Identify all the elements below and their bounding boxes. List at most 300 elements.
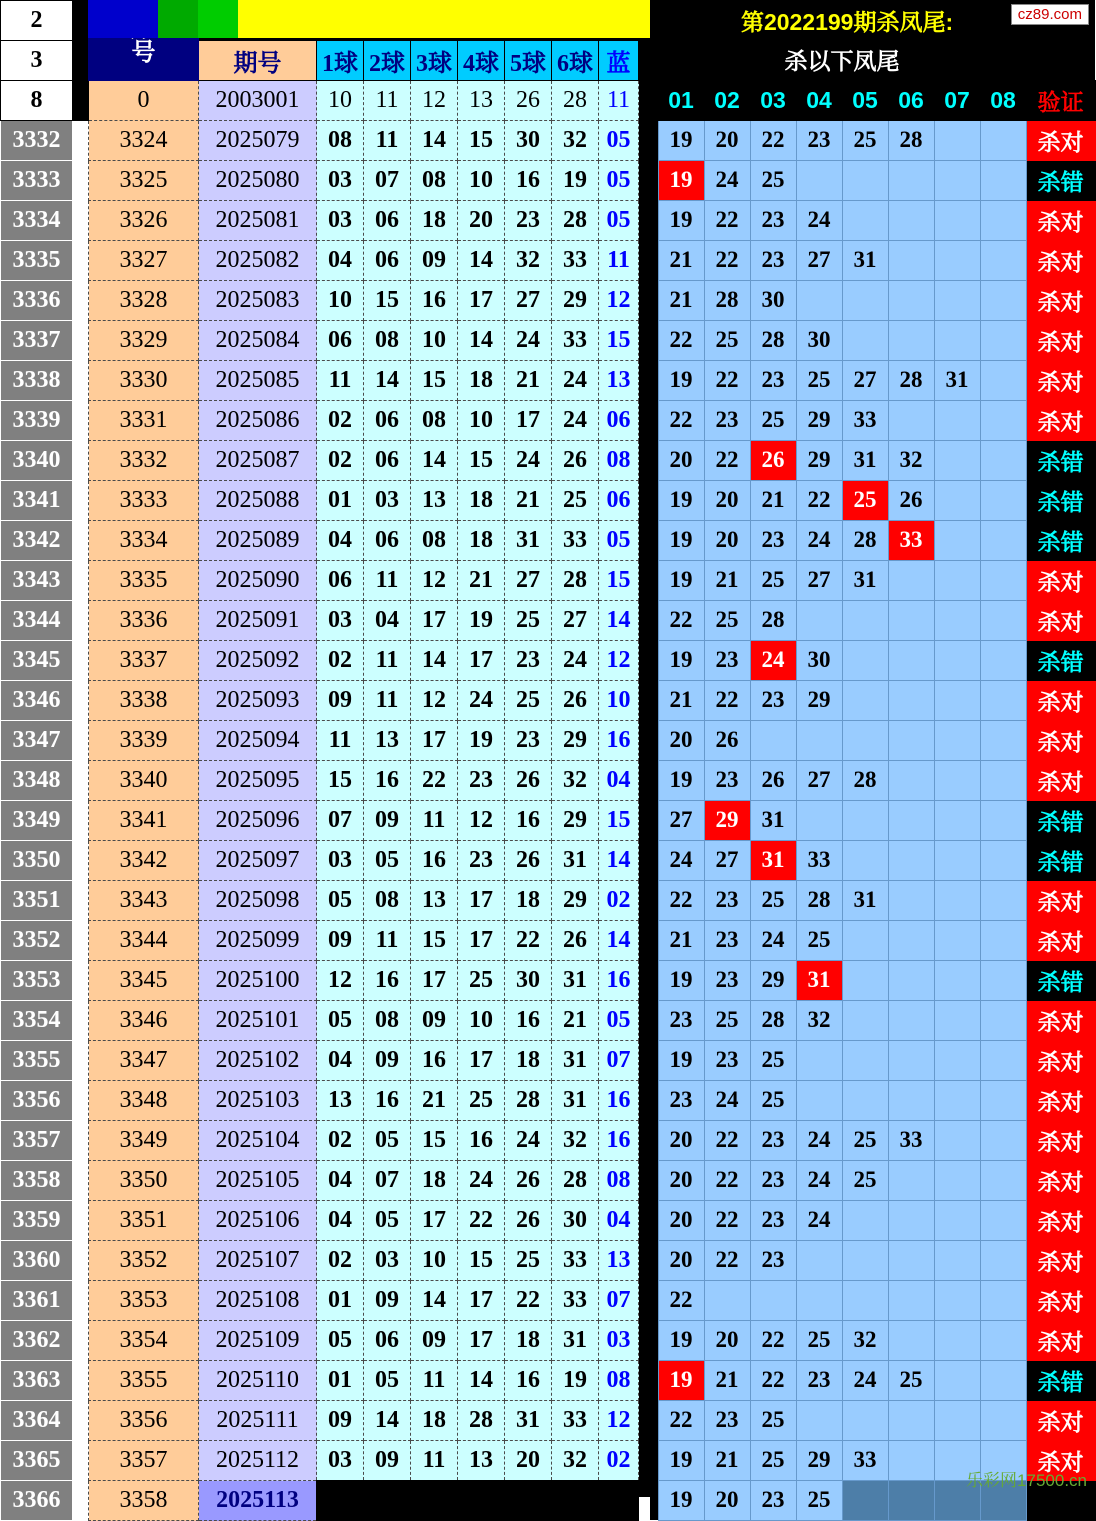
table-row[interactable] xyxy=(1,1281,639,1321)
row-ball-6: 26 xyxy=(552,441,599,481)
kill-number: 24 xyxy=(842,1360,888,1400)
row-qihao: 2025106 xyxy=(199,1201,317,1241)
kill-number xyxy=(934,520,980,560)
kill-row[interactable] xyxy=(650,720,1095,760)
kill-number: 29 xyxy=(796,440,842,480)
row-ball-3: 18 xyxy=(411,201,458,241)
kill-number xyxy=(934,1000,980,1040)
row-qihao: 2025101 xyxy=(199,1001,317,1041)
col-head-02: 02 xyxy=(704,80,750,120)
row-ball-4: 21 xyxy=(458,561,505,601)
kill-row[interactable] xyxy=(650,200,1095,240)
kill-number: 29 xyxy=(750,960,796,1000)
kill-row[interactable] xyxy=(650,520,1095,560)
row-seq: 3336 xyxy=(89,601,199,641)
table-row[interactable] xyxy=(1,961,639,1001)
kill-number: 27 xyxy=(796,560,842,600)
sample-ball-5: 26 xyxy=(505,81,552,121)
row-qihao: 2025085 xyxy=(199,361,317,401)
kill-number: 19 xyxy=(658,200,704,240)
row-index: 3366 xyxy=(1,1481,73,1521)
row-ball-3: 09 xyxy=(411,241,458,281)
row-ball-5: 22 xyxy=(505,921,552,961)
row-qihao: 2025112 xyxy=(199,1441,317,1481)
kill-row[interactable] xyxy=(650,160,1095,200)
kill-row[interactable] xyxy=(650,1120,1095,1160)
row-ball-3: 17 xyxy=(411,601,458,641)
table-row[interactable] xyxy=(1,641,639,681)
row-ball-3: 13 xyxy=(411,481,458,521)
row-blue: 02 xyxy=(599,1441,639,1481)
kill-row[interactable] xyxy=(650,1280,1095,1320)
kill-number: 24 xyxy=(704,1080,750,1120)
row-qihao: 2025089 xyxy=(199,521,317,561)
row-qihao: 2025087 xyxy=(199,441,317,481)
kill-number xyxy=(934,760,980,800)
table-row[interactable] xyxy=(1,881,639,921)
kill-number xyxy=(888,1040,934,1080)
kill-number: 21 xyxy=(704,1360,750,1400)
kill-number: 26 xyxy=(704,720,750,760)
verify-badge: 杀对 xyxy=(1026,360,1095,400)
table-row[interactable] xyxy=(1,1201,639,1241)
kill-row[interactable] xyxy=(650,960,1095,1000)
kill-number xyxy=(980,1200,1026,1240)
kill-row[interactable] xyxy=(650,920,1095,960)
row-index: 3363 xyxy=(1,1361,73,1401)
kill-number: 28 xyxy=(796,880,842,920)
table-row[interactable] xyxy=(1,121,639,161)
table-row[interactable] xyxy=(1,321,639,361)
row-seq: 3347 xyxy=(89,1041,199,1081)
kill-number: 28 xyxy=(888,360,934,400)
row-index: 3342 xyxy=(1,521,73,561)
kill-number: 25 xyxy=(796,1320,842,1360)
row-ball-1: 10 xyxy=(317,281,364,321)
kill-number: 24 xyxy=(796,200,842,240)
row-ball-1: 09 xyxy=(317,681,364,721)
row-ball-2: 06 xyxy=(364,1321,411,1361)
verify-badge: 杀对 xyxy=(1026,920,1095,960)
kill-number: 23 xyxy=(704,640,750,680)
row-ball-1: 07 xyxy=(317,801,364,841)
row-ball-2: 11 xyxy=(364,121,411,161)
kill-number: 28 xyxy=(750,600,796,640)
row-ball-4: 13 xyxy=(458,1441,505,1481)
table-row[interactable] xyxy=(1,801,639,841)
row-ball-2: 07 xyxy=(364,161,411,201)
row-seq: 3358 xyxy=(89,1481,199,1521)
row-qihao: 2025108 xyxy=(199,1281,317,1321)
row-ball-6: 33 xyxy=(552,1281,599,1321)
table-row[interactable] xyxy=(1,361,639,401)
table-row[interactable] xyxy=(1,521,639,561)
kill-number: 19 xyxy=(658,1480,704,1520)
kill-number: 23 xyxy=(704,920,750,960)
table-row[interactable] xyxy=(1,401,639,441)
table-row[interactable] xyxy=(1,1241,639,1281)
kill-number: 27 xyxy=(842,360,888,400)
row-qihao: 2025086 xyxy=(199,401,317,441)
row-ball-6: 31 xyxy=(552,841,599,881)
row-ball-5: 21 xyxy=(505,481,552,521)
kill-number: 23 xyxy=(658,1000,704,1040)
row-blue: 07 xyxy=(599,1041,639,1081)
table-row[interactable] xyxy=(1,601,639,641)
table-row[interactable] xyxy=(1,561,639,601)
kill-number xyxy=(842,1280,888,1320)
row-ball-3: 11 xyxy=(411,1361,458,1401)
kill-number: 19 xyxy=(658,560,704,600)
row-ball-2 xyxy=(364,1481,411,1521)
row-ball-6: 33 xyxy=(552,321,599,361)
row-ball-5: 26 xyxy=(505,761,552,801)
kill-row[interactable] xyxy=(650,1000,1095,1040)
row-ball-2: 08 xyxy=(364,1001,411,1041)
row-ball-5: 20 xyxy=(505,1441,552,1481)
row-ball-6: 26 xyxy=(552,921,599,961)
row-blue: 02 xyxy=(599,881,639,921)
kill-number xyxy=(934,1040,980,1080)
table-row[interactable] xyxy=(1,761,639,801)
kill-number: 23 xyxy=(704,760,750,800)
kill-number xyxy=(980,1320,1026,1360)
kill-number xyxy=(980,160,1026,200)
kill-number xyxy=(842,320,888,360)
row-ball-2: 06 xyxy=(364,441,411,481)
row-index: 3364 xyxy=(1,1401,73,1441)
row-index: 3358 xyxy=(1,1161,73,1201)
kill-number: 23 xyxy=(750,1120,796,1160)
row-ball-5: 23 xyxy=(505,721,552,761)
kill-number: 23 xyxy=(750,520,796,560)
kill-row[interactable] xyxy=(650,480,1095,520)
row-seq: 3349 xyxy=(89,1121,199,1161)
row-ball-1: 11 xyxy=(317,721,364,761)
kill-number: 33 xyxy=(888,520,934,560)
row-blue: 13 xyxy=(599,361,639,401)
verify-badge: 杀对 xyxy=(1026,240,1095,280)
kill-number xyxy=(796,280,842,320)
table-row[interactable] xyxy=(1,1321,639,1361)
row-seq: 3333 xyxy=(89,481,199,521)
row-qihao: 2025107 xyxy=(199,1241,317,1281)
kill-number: 22 xyxy=(704,1120,750,1160)
row-ball-5 xyxy=(505,1481,552,1521)
row-index: 3353 xyxy=(1,961,73,1001)
kill-row[interactable] xyxy=(650,880,1095,920)
kill-number: 27 xyxy=(796,240,842,280)
verify-badge: 杀对 xyxy=(1026,1240,1095,1280)
row-ball-3: 14 xyxy=(411,641,458,681)
row-seq: 3328 xyxy=(89,281,199,321)
kill-number: 25 xyxy=(750,560,796,600)
table-row[interactable] xyxy=(1,441,639,481)
row-blue: 12 xyxy=(599,281,639,321)
kill-row[interactable] xyxy=(650,680,1095,720)
kill-number: 22 xyxy=(658,1400,704,1440)
kill-number: 31 xyxy=(750,840,796,880)
kill-number xyxy=(842,1040,888,1080)
kill-number: 24 xyxy=(750,920,796,960)
kill-number: 20 xyxy=(704,120,750,160)
row-seq: 3339 xyxy=(89,721,199,761)
kill-row[interactable] xyxy=(650,760,1095,800)
kill-number: 21 xyxy=(658,920,704,960)
row-ball-5: 27 xyxy=(505,281,552,321)
row-qihao: 2025081 xyxy=(199,201,317,241)
row-blue: 06 xyxy=(599,401,639,441)
row-ball-5: 25 xyxy=(505,1241,552,1281)
row-ball-1: 01 xyxy=(317,1281,364,1321)
table-row[interactable] xyxy=(1,1041,639,1081)
kill-number: 25 xyxy=(750,400,796,440)
panel-title: 第2022199期杀凤尾: xyxy=(658,0,1026,40)
row-ball-1: 04 xyxy=(317,1041,364,1081)
table-row[interactable] xyxy=(1,281,639,321)
row-seq: 3334 xyxy=(89,521,199,561)
header-seq: 号 xyxy=(89,1,199,81)
kill-row[interactable] xyxy=(650,600,1095,640)
table-row[interactable] xyxy=(1,841,639,881)
row-ball-3: 10 xyxy=(411,321,458,361)
row-ball-2: 05 xyxy=(364,1201,411,1241)
kill-number xyxy=(980,720,1026,760)
kill-row[interactable] xyxy=(650,800,1095,840)
row-blue xyxy=(599,1481,639,1521)
row-ball-6: 33 xyxy=(552,1241,599,1281)
kill-number xyxy=(796,1400,842,1440)
table-row[interactable] xyxy=(1,1361,639,1401)
kill-number: 31 xyxy=(842,440,888,480)
kill-row[interactable] xyxy=(650,320,1095,360)
kill-number: 22 xyxy=(658,880,704,920)
verify-badge: 杀错 xyxy=(1026,480,1095,520)
kill-number: 29 xyxy=(796,680,842,720)
row-ball-1: 03 xyxy=(317,1441,364,1481)
kill-row[interactable] xyxy=(650,1320,1095,1360)
kill-number xyxy=(980,520,1026,560)
kill-row[interactable] xyxy=(650,400,1095,440)
row-ball-2: 05 xyxy=(364,1361,411,1401)
kill-number: 22 xyxy=(658,400,704,440)
kill-row[interactable] xyxy=(650,240,1095,280)
kill-number: 20 xyxy=(658,1120,704,1160)
header-ball-4: 4球 xyxy=(458,41,505,81)
kill-number xyxy=(888,1280,934,1320)
row-index: 3351 xyxy=(1,881,73,921)
row-ball-2: 03 xyxy=(364,1241,411,1281)
kill-number: 33 xyxy=(842,1440,888,1480)
kill-number xyxy=(888,1160,934,1200)
sample-ball-1: 10 xyxy=(317,81,364,121)
table-row[interactable] xyxy=(1,161,639,201)
kill-number: 27 xyxy=(704,840,750,880)
row-ball-4: 10 xyxy=(458,401,505,441)
row-ball-3: 17 xyxy=(411,961,458,1001)
kill-row[interactable] xyxy=(650,440,1095,480)
table-row[interactable] xyxy=(1,481,639,521)
kill-number: 19 xyxy=(658,1360,704,1400)
row-seq: 3353 xyxy=(89,1281,199,1321)
verify-badge: 杀对 xyxy=(1026,1400,1095,1440)
row-ball-2: 13 xyxy=(364,721,411,761)
kill-number: 22 xyxy=(704,1160,750,1200)
kill-number xyxy=(796,1040,842,1080)
kill-number: 19 xyxy=(658,160,704,200)
kill-number: 31 xyxy=(842,240,888,280)
row-ball-3: 17 xyxy=(411,721,458,761)
kill-row[interactable] xyxy=(650,640,1095,680)
row-qihao: 2025080 xyxy=(199,161,317,201)
row-seq: 3351 xyxy=(89,1201,199,1241)
kill-number: 28 xyxy=(888,120,934,160)
row-ball-4: 17 xyxy=(458,1041,505,1081)
row-ball-1: 02 xyxy=(317,1241,364,1281)
kill-number: 19 xyxy=(658,960,704,1000)
sample-blue: 11 xyxy=(599,81,639,121)
kill-row[interactable] xyxy=(650,560,1095,600)
row-index: 3349 xyxy=(1,801,73,841)
kill-row[interactable] xyxy=(650,280,1095,320)
kill-number xyxy=(934,120,980,160)
column-header-row xyxy=(650,80,1095,120)
row-seq: 3343 xyxy=(89,881,199,921)
table-row[interactable] xyxy=(1,1081,639,1121)
table-row[interactable] xyxy=(1,1161,639,1201)
header-ball-5: 5球 xyxy=(505,41,552,81)
row-ball-3: 15 xyxy=(411,361,458,401)
kill-number xyxy=(842,1080,888,1120)
kill-number: 20 xyxy=(704,1480,750,1520)
row-qihao: 2025082 xyxy=(199,241,317,281)
row-ball-4: 17 xyxy=(458,1321,505,1361)
table-row[interactable] xyxy=(1,1481,639,1521)
kill-row[interactable] xyxy=(650,840,1095,880)
row-ball-4: 17 xyxy=(458,881,505,921)
kill-row[interactable] xyxy=(650,1160,1095,1200)
table-row[interactable] xyxy=(1,721,639,761)
row-ball-1: 03 xyxy=(317,161,364,201)
kill-row[interactable] xyxy=(650,1240,1095,1280)
kill-row[interactable] xyxy=(650,1400,1095,1440)
kill-row[interactable] xyxy=(650,1360,1095,1400)
row-ball-6: 31 xyxy=(552,1081,599,1121)
kill-number: 25 xyxy=(704,1000,750,1040)
kill-number xyxy=(888,560,934,600)
kill-number xyxy=(888,1480,934,1520)
row-ball-2: 07 xyxy=(364,1161,411,1201)
kill-number xyxy=(934,880,980,920)
row-seq: 3324 xyxy=(89,121,199,161)
row-index: 3333 xyxy=(1,161,73,201)
kill-number xyxy=(980,680,1026,720)
row-index: 3337 xyxy=(1,321,73,361)
kill-number: 24 xyxy=(796,1120,842,1160)
row-ball-2: 05 xyxy=(364,841,411,881)
kill-number xyxy=(888,600,934,640)
table-row[interactable] xyxy=(1,921,639,961)
table-row[interactable] xyxy=(1,681,639,721)
kill-number xyxy=(842,960,888,1000)
table-row[interactable] xyxy=(1,1121,639,1161)
kill-number: 25 xyxy=(796,1480,842,1520)
row-ball-1: 05 xyxy=(317,881,364,921)
decorative-color-band xyxy=(88,0,650,38)
row-ball-4: 14 xyxy=(458,1361,505,1401)
kill-row[interactable] xyxy=(650,1200,1095,1240)
row-ball-3: 08 xyxy=(411,521,458,561)
row-seq: 3325 xyxy=(89,161,199,201)
kill-number: 23 xyxy=(704,1400,750,1440)
kill-number xyxy=(842,920,888,960)
kill-row[interactable] xyxy=(650,360,1095,400)
row-ball-1: 06 xyxy=(317,561,364,601)
row-index: 3345 xyxy=(1,641,73,681)
kill-row[interactable] xyxy=(650,1080,1095,1120)
table-row[interactable] xyxy=(1,1441,639,1481)
sample-ball-2: 11 xyxy=(364,81,411,121)
kill-number xyxy=(888,1320,934,1360)
row-ball-4: 23 xyxy=(458,841,505,881)
row-ball-2: 04 xyxy=(364,601,411,641)
kill-number xyxy=(888,760,934,800)
row-ball-5: 17 xyxy=(505,401,552,441)
kill-row[interactable] xyxy=(650,120,1095,160)
row-index: 3336 xyxy=(1,281,73,321)
row-ball-5: 26 xyxy=(505,1201,552,1241)
row-blue: 08 xyxy=(599,1161,639,1201)
row-index: 3360 xyxy=(1,1241,73,1281)
kill-number xyxy=(980,400,1026,440)
sample-qihao: 2003001 xyxy=(199,81,317,121)
verify-badge: 杀对 xyxy=(1026,200,1095,240)
kill-number: 28 xyxy=(704,280,750,320)
footer-watermark: 乐彩网17500.cn xyxy=(966,1471,1087,1490)
table-row[interactable] xyxy=(1,1401,639,1441)
kill-number: 31 xyxy=(934,360,980,400)
kill-number: 24 xyxy=(750,640,796,680)
kill-number: 29 xyxy=(796,1440,842,1480)
table-row[interactable] xyxy=(1,201,639,241)
row-blue: 16 xyxy=(599,1081,639,1121)
row-ball-5: 18 xyxy=(505,1041,552,1081)
kill-number xyxy=(888,880,934,920)
kill-row[interactable] xyxy=(650,1040,1095,1080)
table-row[interactable] xyxy=(1,1001,639,1041)
row-ball-4: 24 xyxy=(458,1161,505,1201)
kill-number: 22 xyxy=(750,1320,796,1360)
kill-number xyxy=(888,240,934,280)
row-seq: 3335 xyxy=(89,561,199,601)
row-ball-1: 08 xyxy=(317,121,364,161)
table-row[interactable] xyxy=(1,241,639,281)
kill-number xyxy=(888,1240,934,1280)
row-qihao: 2025083 xyxy=(199,281,317,321)
row-ball-2: 06 xyxy=(364,241,411,281)
kill-number xyxy=(934,160,980,200)
row-ball-3: 17 xyxy=(411,1201,458,1241)
row-ball-1: 03 xyxy=(317,841,364,881)
row-ball-2: 16 xyxy=(364,961,411,1001)
kill-number xyxy=(796,160,842,200)
kill-number xyxy=(888,1440,934,1480)
kill-number xyxy=(934,720,980,760)
row-ball-1: 09 xyxy=(317,921,364,961)
row-ball-3: 14 xyxy=(411,441,458,481)
row-blue: 05 xyxy=(599,201,639,241)
row-ball-4: 25 xyxy=(458,1081,505,1121)
